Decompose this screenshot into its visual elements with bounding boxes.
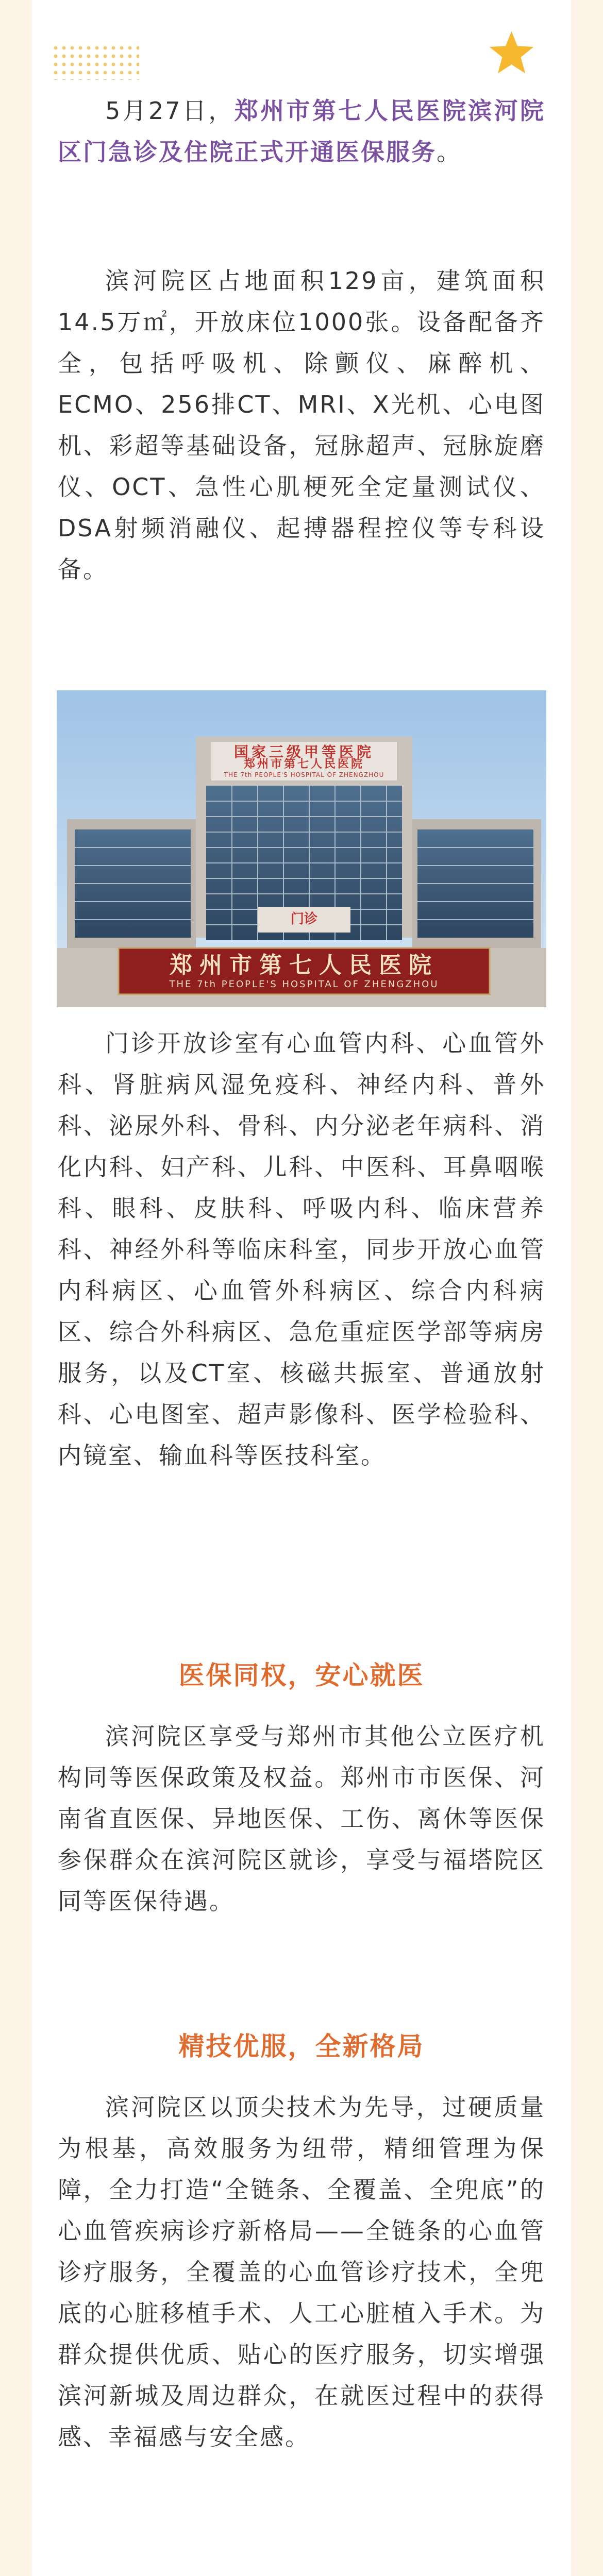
hospital-photo xyxy=(57,690,546,1007)
technology-heading: 精技优服，全新格局 xyxy=(178,2031,425,2061)
departments-paragraph: 门诊开放诊室有心血管内科、心血管外科、肾脏病风湿免疫科、神经内科、普外科、泌尿外科、骨科、内分泌老年病科、消化内科、妇产科、儿科、中医科、耳鼻咽喉科、眼科、皮肤科、呼吸内科、临床营养科、神经外科等临床科室，同步开放心血管内科病区、心血管外科病区、综合内科病区、综合外科病区、急危重症医学部等病房服务，以及CT室、核磁共振室、普通放射科、心电图室、超声影像科、医学检验科、内镜室、输血科等医技科室。 xyxy=(58,1029,545,1469)
insurance-paragraph: 滨河院区享受与郑州市其他公立医疗机构同等医保政策及权益。郑州市市医保、河南省直医保、异地医保、工伤、离休等医保参保群众在滨河院区就诊，享受与福塔院区同等医保待遇。 xyxy=(58,1722,545,1915)
intro-paragraph xyxy=(58,90,545,173)
intro-headline: 郑州市第七人民医院滨河院区门急诊及住院正式开通医保服务 xyxy=(58,97,545,166)
ground-sign-english: THE 7th PEOPLE'S HOSPITAL OF ZHENGZHOU xyxy=(169,979,439,990)
intro-tail: 。 xyxy=(437,138,462,166)
intro-date: 5月27日， xyxy=(105,97,234,125)
facilities-paragraph: 滨河院区占地面积129亩，建筑面积14.5万㎡，开放床位1000张。设备配备齐全，包括呼吸机、除颤仪、麻醉机、ECMO、256排CT、MRI、X光机、心电图机、彩超等基础设备，冠脉超声、冠脉旋磨仪、OCT、急性心肌梗死全定量测试仪、DSA射频消融仪、起搏器程控仪等专科设备。 xyxy=(58,267,545,583)
technology-paragraph: 滨河院区以顶尖技术为先导，过硬质量为根基，高效服务为纽带，精细管理为保障，全力打造“全链条、全覆盖、全兜底”的心血管疾病诊疗新格局——全链条的心血管诊疗服务，全覆盖的心血管诊疗技术，全兜底的心脏移植手术、人工心脏植入手术。为群众提供优质、贴心的医疗服务，切实增强滨河新城及周边群众，在就医过程中的获得感、幸福感与安全感。 xyxy=(58,2093,545,2451)
rooftop-sign-english: THE 7th PEOPLE'S HOSPITAL OF ZHENGZHOU xyxy=(224,771,384,778)
rooftop-sign-line2: 郑州市第七人民医院 xyxy=(243,758,364,771)
entrance-sign: 门诊 xyxy=(290,911,317,927)
star-icon xyxy=(487,28,536,77)
insurance-heading: 医保同权，安心就医 xyxy=(178,1660,425,1690)
dot-pattern-decoration xyxy=(52,44,139,80)
ground-sign: 郑州市第七人民医院 xyxy=(170,952,439,978)
rooftop-sign-line1: 国家三级甲等医院 xyxy=(233,743,374,760)
